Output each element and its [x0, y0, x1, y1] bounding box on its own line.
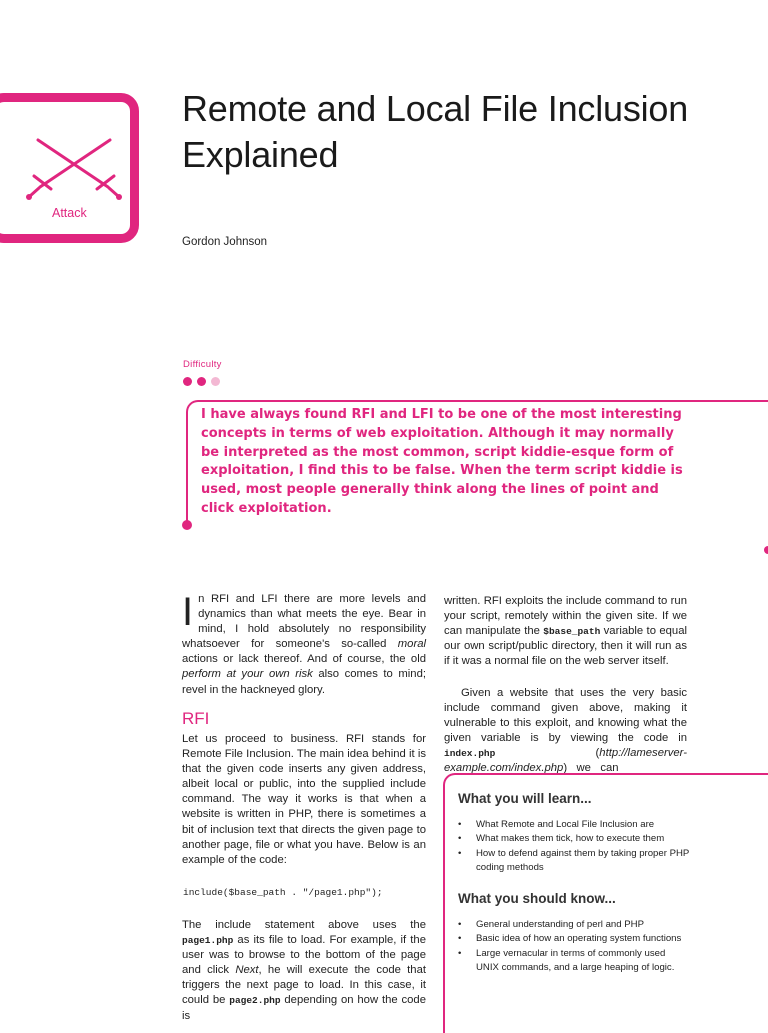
- list-item-text: General understanding of perl and PHP: [476, 919, 644, 930]
- intro-paragraph: I have always found RFI and LFI to be one of the most interesting concepts in terms of web exploitation. Although it may normally be interpreted as the most common, script kiddie-esque form of exploitation, I find this to be false. When the term script kiddie is used, most people generally think along the lines of point and click exploitation.: [201, 407, 683, 516]
- intro-bracket-dot: [182, 520, 192, 530]
- inline-code: $base_path: [543, 626, 601, 638]
- text-run: (: [495, 747, 600, 760]
- bullet-icon: •: [458, 947, 462, 959]
- body-paragraph: [182, 592, 426, 698]
- emphasis: http://lameserver-example.com/index.php: [444, 747, 687, 775]
- text-run: Given a website that uses the very basic include command given above, making it vulnerable to this exploit, and knowing what the given variable is by viewing the code in: [444, 687, 687, 745]
- text-run: as its file to load. For example, if the user was to browse to the bottom of the page and click: [182, 934, 426, 977]
- list-item: [458, 847, 690, 876]
- text-run: variable to equal our own script/public directory, then it will run as if it was a normal file on the web server itself.: [444, 625, 687, 668]
- list-item-text: What Remote and Local File Inclusion are: [476, 819, 655, 830]
- learn-list: [458, 818, 690, 876]
- list-item-text: Large vernacular in terms of commonly used UNIX commands, and a large heaping of logic.: [476, 947, 675, 974]
- body-paragraph: [182, 918, 426, 1024]
- know-box-heading: What you should know...: [458, 891, 616, 906]
- learn-box-heading: What you will learn...: [458, 791, 592, 806]
- list-item: [458, 918, 690, 932]
- difficulty-dot-empty: [211, 377, 220, 386]
- difficulty-label: Difficulty: [183, 359, 222, 370]
- body-paragraph: Let us proceed to business. RFI stands for Remote File Inclusion. The main idea behind it is that the given code inserts any given address, albeit local or public, into the supplied include command. The way it works is that when a website is written in PHP, there is sometimes a bit of inclusion text that directs the given page to another page, file or what you have. Below is an example of the code:: [182, 733, 426, 866]
- section-label: Attack: [52, 206, 87, 220]
- body-paragraph: [444, 594, 687, 669]
- text-run: ) we can: [563, 762, 619, 775]
- list-item-text: How to defend against them by taking proper PHP coding methods: [476, 847, 690, 874]
- article-title: Remote and Local File Inclusion Explained: [182, 88, 689, 175]
- bullet-icon: •: [458, 919, 462, 930]
- crossed-swords-icon: [18, 132, 130, 204]
- inline-code: page1.php: [182, 935, 234, 947]
- list-item-text: Basic idea of how an operating system functions: [476, 933, 682, 945]
- bullet-icon: •: [458, 833, 462, 845]
- text-run: , he will execute the code that triggers the next page to load. In this case, it could be: [182, 964, 427, 1007]
- section-heading: RFI: [182, 709, 210, 728]
- list-item: [458, 947, 690, 976]
- emphasis: perform at your own risk: [182, 668, 313, 681]
- inline-code: index.php: [444, 748, 496, 760]
- list-item: [458, 832, 690, 846]
- bullet-icon: •: [458, 847, 462, 859]
- bullet-icon: •: [458, 819, 462, 830]
- list-item: [458, 818, 690, 832]
- difficulty-dot-filled: [197, 377, 206, 386]
- code-snippet: include($base_path . "/page1.php");: [183, 887, 383, 898]
- list-item: [458, 932, 690, 946]
- body-paragraph: [444, 686, 687, 777]
- difficulty-dot-filled: [183, 377, 192, 386]
- text-run: n RFI and LFI there are more levels and dynamics than what meets the eye. Bear in mind, I hold absolutely no responsibility whatsoever for someone's so-called: [182, 593, 426, 651]
- emphasis: moral: [397, 638, 426, 651]
- text-run: The include statement above uses the: [182, 919, 426, 931]
- inline-code: page2.php: [229, 995, 281, 1007]
- drop-cap: I: [182, 590, 194, 634]
- author-name: Gordon Johnson: [182, 236, 268, 248]
- text-run: also comes to mind; revel in the hackneyed glory.: [182, 668, 426, 696]
- text-run: depending on how the code is: [182, 994, 426, 1022]
- text-run: actions or lack thereof. And of course, the old: [182, 653, 426, 666]
- decorative-dot: [764, 546, 768, 554]
- text-run: written. RFI exploits the include command to run your script, remotely within the given site. If we can manipulate the: [444, 595, 687, 638]
- know-list: [458, 918, 690, 976]
- bullet-icon: •: [458, 933, 462, 945]
- emphasis: Next: [235, 964, 259, 977]
- list-item-text: What makes them tick, how to execute them: [476, 833, 665, 845]
